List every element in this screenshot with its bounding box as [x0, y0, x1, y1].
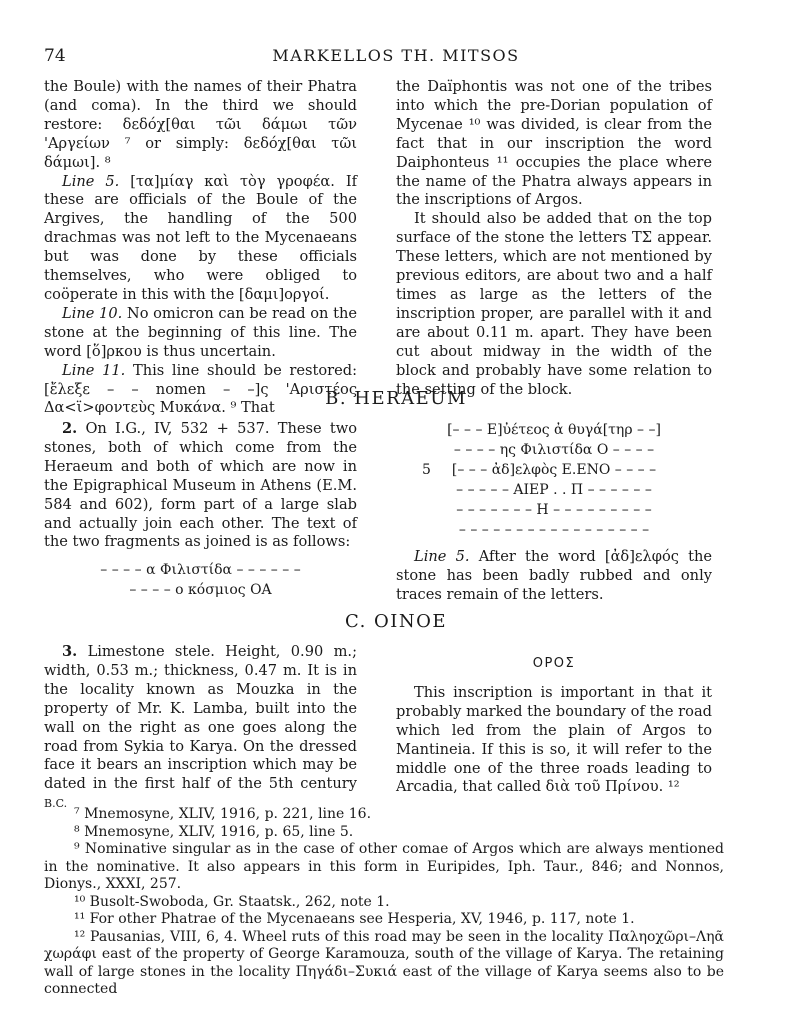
- paragraph: [44, 305, 357, 362]
- paragraph: [44, 643, 357, 814]
- inscription-line-5: [396, 460, 712, 480]
- item-number: 2.: [62, 420, 78, 437]
- footnote: ¹² Pausanias, VIII, 6, 4. Wheel ruts of this road may be seen in the locality Παληοχῶρι–Ληᾶ χωράφι east of the property of George Karamouza, south of the village of Karya. The retaining wall of large stones in the locality Πηγάδι–Συκιά east of the village of Karya seems also to be connected: [44, 928, 724, 997]
- page-number: 74: [44, 46, 66, 66]
- section-b-left-column: [44, 420, 357, 600]
- inscription-line: [– – – Ε]ὐέτεος ἀ θυγά[τηρ – –]: [447, 422, 661, 438]
- inscription-line: – – – – ο κόσμιος ΟΑ: [129, 582, 272, 599]
- running-title: MARKELLOS TH. MITSOS: [272, 46, 520, 65]
- footnotes: [44, 806, 724, 999]
- paragraph-text: No omicron can be read on the stone at the beginning of this line. The word [ὅ]ρκου is thus uncertain.: [44, 304, 358, 360]
- inscription-line: – – – – – – – Η – – – – – – – – –: [456, 502, 652, 518]
- paragraph-text: Limestone stele. Height, 0.90 m.; width, 0.53 m.; thickness, 0.47 m. It is in the locality known as Mouzka in the property of Mr. K. Lamba, built into the wall on the right as one goes along the road from Sykia to Karya. On the dressed face it bears an inscription which may be dated in the first half of the 5th century: [44, 643, 357, 793]
- paragraph: the Daïphontis was not one of the tribes into which the pre-Dorian population of Mycenae ¹⁰ was divided, is clear from the fact that in our inscription the word Daiphonteus ¹¹ occupies the place where the name of the Phatra always appears in the inscriptions of Argos.: [396, 78, 712, 209]
- inscription-line: – – – – – – – – – – – – – – – – –: [458, 522, 650, 538]
- paragraph: [396, 548, 712, 605]
- paragraph: the Boule) with the names of their Phatra (and coma). In the third we should restore: δεδόχ[θαι τῶι δάμωι τῶν 'Αργείων ⁷ or simply: δεδόχ[θαι τῶι δάμωι]. ⁸: [44, 78, 357, 171]
- paragraph-text: This line should be restored: [ἔλεξε: [44, 361, 358, 398]
- inscription-line: – – – – – ΑΙΕΡ . . Π – – – – – –: [456, 482, 652, 498]
- footnote: ⁷ Mnemosyne, XLIV, 1916, p. 221, line 16.: [74, 806, 372, 822]
- paragraph: [44, 420, 357, 552]
- inscription-fragment-left: [44, 560, 357, 600]
- paragraph: This inscription is important in that it probably marked the boundary of the road which led from the plain of Argos to Mantineia. If this is so, it will refer to the middle one of the three roads leading to Arcadia, that called διὰ τοῦ Πρίνου. ¹²: [396, 683, 712, 796]
- top-left-column: [44, 78, 357, 418]
- top-right-column: [396, 78, 712, 399]
- inscription-line: – – – – α Φιλιστίδα – – – – – –: [100, 562, 301, 579]
- paragraph-text: After the word [ἀδ]ελφός the stone has been badly rubbed and only traces remain of the letters.: [396, 548, 712, 603]
- section-heading-heraeum: B. HERAEUM: [325, 388, 467, 409]
- footnote: ⁸ Mnemosyne, XLIV, 1916, p. 65, line 5.: [74, 823, 354, 840]
- inscription-text: [– – – ἀδ]ελφὸς Ε.ΕΝΟ – – – –: [451, 462, 657, 478]
- line-label: Line 11.: [62, 361, 126, 379]
- section-b-right-column: [396, 420, 712, 605]
- paragraph: It should also be added that on the top surface of the stone the letters TΣ appear. These letters, which are not mentioned by previous editors, are about two and a half times as large as the letters of the inscription proper, are parallel with it and are about 0.11 m. apart. They have been cut about midway in the width of the block and probably have some relation to the setting of the block.: [396, 210, 712, 398]
- line-number: 5: [422, 462, 431, 478]
- line-label: Line 5.: [62, 172, 120, 190]
- section-heading-oinoe: C. OINOE: [344, 611, 448, 632]
- paragraph-text: [τα]μίαγ καὶ τὸγ γροφέα. If these are officials of the Boule of the Argives, the handling of the 500 drachmas was not left to the Mycenaeans but was done by these officials themselves, who were obliged to coöperate in this with the [δαμι]οργοί.: [44, 172, 357, 303]
- paragraph: [44, 173, 357, 305]
- line-label: Line 10.: [62, 304, 123, 322]
- era-label: B.C.: [44, 797, 68, 811]
- inscription-fragment-right: [396, 420, 712, 540]
- item-number: 3.: [62, 643, 78, 660]
- inscription-line: – – – – ης Φιλιστίδα Ο – – – –: [453, 442, 655, 458]
- oros-inscription: ΟΡΟΣ: [532, 656, 576, 671]
- footnote: ¹¹ For other Phatrae of the Mycenaeans see Hesperia, XV, 1946, p. 117, note 1.: [74, 911, 635, 927]
- paragraph-text: – – nomen – –]ς 'Αριστέος Δα<ϊ>φοντεὺς Μυκάνα. ⁹ That: [44, 380, 358, 417]
- section-c-left-column: [44, 643, 357, 814]
- line-label: Line 5.: [414, 548, 470, 565]
- paragraph-text: On I.G., IV, 532 + 537. These two stones, both of which come from the Heraeum and both of which are now in the Epigraphical Museum in Athens (E.M. 584 and 602), form part of a large slab and actually join each other. The text of the two fragments as joined is as follows:: [44, 420, 357, 551]
- footnote: ¹⁰ Busolt-Swoboda, Gr. Staatsk., 262, note 1.: [74, 893, 390, 910]
- section-c-right-column: [396, 643, 712, 797]
- footnote: ⁹ Nominative singular as in the case of other comae of Argos which are always mentioned in the nominative. It also appears in this form in Euripides, Iph. Taur., 846; and Nonnos, Dionys., XXXI, 257.: [44, 841, 724, 892]
